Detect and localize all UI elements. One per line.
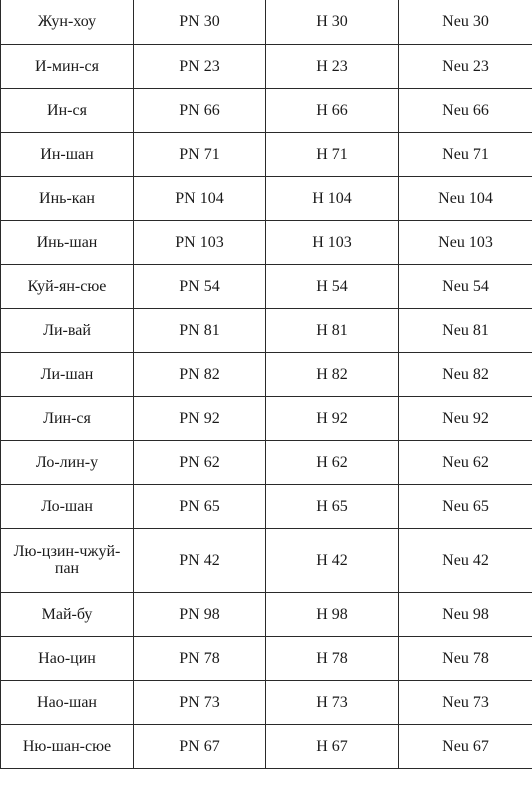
point-name-cell: Куй-ян-сюе [1, 264, 134, 308]
neu-code-cell: Neu 73 [399, 680, 532, 724]
table-row [1, 308, 532, 352]
pn-code-cell: PN 30 [134, 0, 266, 44]
pn-code-cell: PN 62 [134, 440, 266, 484]
neu-code-cell: Neu 66 [399, 88, 532, 132]
h-code-cell: H 65 [266, 484, 399, 528]
point-name-cell: Лю-цзин-чжуй-пан [1, 528, 134, 592]
h-code-cell: H 66 [266, 88, 399, 132]
table-row [1, 44, 532, 88]
neu-code-cell: Neu 23 [399, 44, 532, 88]
neu-code-cell: Neu 103 [399, 220, 532, 264]
table-row [1, 0, 532, 44]
neu-code-cell: Neu 92 [399, 396, 532, 440]
neu-code-cell: Neu 54 [399, 264, 532, 308]
neu-code-cell: Neu 62 [399, 440, 532, 484]
pn-code-cell: PN 103 [134, 220, 266, 264]
table-row [1, 724, 532, 768]
table-row [1, 176, 532, 220]
point-name-cell: Ло-лин-у [1, 440, 134, 484]
table-row [1, 528, 532, 592]
neu-code-cell: Neu 82 [399, 352, 532, 396]
pn-code-cell: PN 23 [134, 44, 266, 88]
table-row [1, 484, 532, 528]
point-name-cell: Ло-шан [1, 484, 134, 528]
point-name-cell: Ню-шан-сюе [1, 724, 134, 768]
table-row [1, 592, 532, 636]
h-code-cell: H 67 [266, 724, 399, 768]
neu-code-cell: Neu 98 [399, 592, 532, 636]
pn-code-cell: PN 65 [134, 484, 266, 528]
neu-code-cell: Neu 78 [399, 636, 532, 680]
neu-code-cell: Neu 30 [399, 0, 532, 44]
table-row [1, 352, 532, 396]
h-code-cell: H 98 [266, 592, 399, 636]
h-code-cell: H 73 [266, 680, 399, 724]
pn-code-cell: PN 54 [134, 264, 266, 308]
point-name-cell: Ли-шан [1, 352, 134, 396]
point-name-cell: Ин-ся [1, 88, 134, 132]
table-row [1, 440, 532, 484]
table-row [1, 396, 532, 440]
point-name-cell: Инь-кан [1, 176, 134, 220]
point-name-cell: Май-бу [1, 592, 134, 636]
h-code-cell: H 30 [266, 0, 399, 44]
h-code-cell: H 103 [266, 220, 399, 264]
point-name-cell: Нао-шан [1, 680, 134, 724]
pn-code-cell: PN 82 [134, 352, 266, 396]
h-code-cell: H 81 [266, 308, 399, 352]
pn-code-cell: PN 66 [134, 88, 266, 132]
pn-code-cell: PN 73 [134, 680, 266, 724]
pn-code-cell: PN 71 [134, 132, 266, 176]
neu-code-cell: Neu 104 [399, 176, 532, 220]
neu-code-cell: Neu 71 [399, 132, 532, 176]
h-code-cell: H 23 [266, 44, 399, 88]
table-row [1, 220, 532, 264]
pn-code-cell: PN 104 [134, 176, 266, 220]
h-code-cell: H 62 [266, 440, 399, 484]
h-code-cell: H 71 [266, 132, 399, 176]
h-code-cell: H 92 [266, 396, 399, 440]
table-row [1, 636, 532, 680]
point-name-cell: Лин-ся [1, 396, 134, 440]
neu-code-cell: Neu 65 [399, 484, 532, 528]
pn-code-cell: PN 67 [134, 724, 266, 768]
point-name-cell: Инь-шан [1, 220, 134, 264]
pn-code-cell: PN 42 [134, 528, 266, 592]
h-code-cell: H 78 [266, 636, 399, 680]
h-code-cell: H 104 [266, 176, 399, 220]
neu-code-cell: Neu 67 [399, 724, 532, 768]
neu-code-cell: Neu 42 [399, 528, 532, 592]
neu-code-cell: Neu 81 [399, 308, 532, 352]
point-name-cell: Ли-вай [1, 308, 134, 352]
point-name-cell: И-мин-ся [1, 44, 134, 88]
table-row [1, 680, 532, 724]
table-row [1, 264, 532, 308]
h-code-cell: H 42 [266, 528, 399, 592]
point-table-body [1, 0, 532, 768]
point-name-cell: Нао-цин [1, 636, 134, 680]
point-name-cell: Жун-хоу [1, 0, 134, 44]
table-row [1, 132, 532, 176]
h-code-cell: H 54 [266, 264, 399, 308]
pn-code-cell: PN 78 [134, 636, 266, 680]
table-row [1, 88, 532, 132]
pn-code-cell: PN 92 [134, 396, 266, 440]
pn-code-cell: PN 98 [134, 592, 266, 636]
pn-code-cell: PN 81 [134, 308, 266, 352]
h-code-cell: H 82 [266, 352, 399, 396]
point-name-cell: Ин-шан [1, 132, 134, 176]
